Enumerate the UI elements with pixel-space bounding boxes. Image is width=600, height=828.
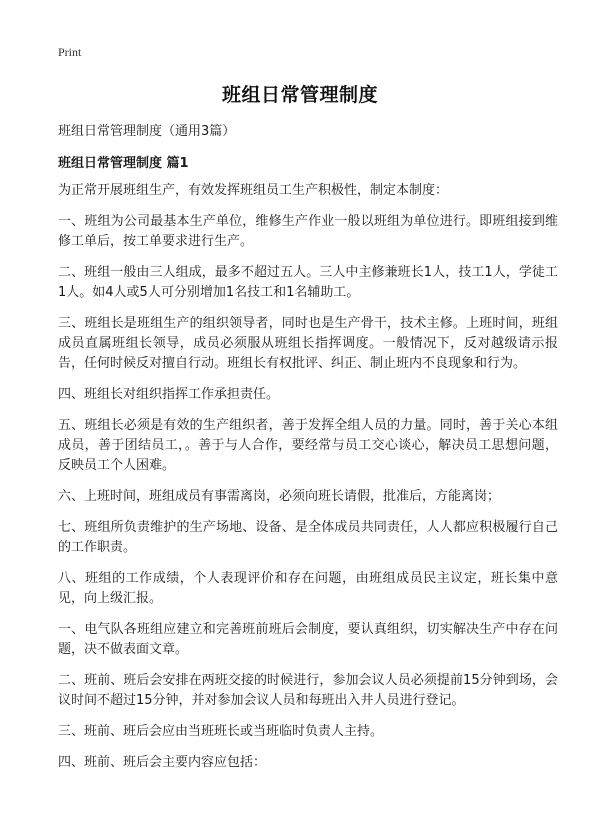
paragraph-item-5: 五、班组长必须是有效的生产组织者，善于发挥全组人员的力量。同时，善于关心本组成员，善于团结员工，。善于与人合作，要经常与员工交心谈心，解决员工思想问题，反映员工个人困难。 xyxy=(58,418,558,473)
print-link[interactable]: Print xyxy=(58,45,82,59)
paragraph-meeting-4: 四、班前、班后会主要内容应包括： xyxy=(58,755,267,770)
paragraph-meeting-2: 二、班前、班后会安排在两班交接的时候进行，参加会议人员必须提前15分钟到场，会议时间不超过15分钟，并对参加会议人员和每班出入井人员进行登记。 xyxy=(58,673,558,708)
page-title: 班组日常管理制度 xyxy=(221,84,378,106)
paragraph-item-2: 二、班组一般由三人组成，最多不超过五人。三人中主修兼班长1人，技工1人，学徒工1人。如4人或5人可分别增加1名技工和1名辅助工。 xyxy=(58,265,558,300)
paragraph-item-7: 七、班组所负责维护的生产场地、设备、是全体成员共同责任，人人都应积极履行自己的工作职责。 xyxy=(58,520,558,555)
paragraph-item-4: 四、班组长对组织指挥工作承担责任。 xyxy=(58,387,280,402)
section-heading: 班组日常管理制度 篇1 xyxy=(58,156,189,171)
document-body xyxy=(58,181,558,784)
paragraph-intro: 为正常开展班组生产，有效发挥班组员工生产积极性，制定本制度： xyxy=(58,183,449,198)
paragraph-item-8: 八、班组的工作成绩，个人表现评价和存在问题，由班组成员民主议定，班长集中意见，向上级汇报。 xyxy=(58,571,558,606)
document-subtitle: 班组日常管理制度（通用3篇） xyxy=(58,124,236,139)
paragraph-item-3: 三、班组长是班组生产的组织领导者，同时也是生产骨干，技术主修。上班时间，班组成员直属班组长领导，成员必须服从班组长指挥调度。一般情况下，反对越级请示报告，任何时候反对擅自行动。班组长有权批评、纠正、制止班内不良现象和行为。 xyxy=(58,316,558,371)
paragraph-item-1: 一、班组为公司最基本生产单位，维修生产作业一般以班组为单位进行。即班组接到维修工单后，按工单要求进行生产。 xyxy=(58,214,558,249)
paragraph-meeting-3: 三、班前、班后会应由当班班长或当班临时负责人主持。 xyxy=(58,724,384,739)
paragraph-item-6: 六、上班时间，班组成员有事需离岗，必须向班长请假，批准后，方能离岗； xyxy=(58,489,501,504)
paragraph-meeting-1: 一、电气队各班组应建立和完善班前班后会制度，要认真组织，切实解决生产中存在问题，决不做表面文章。 xyxy=(58,622,558,657)
